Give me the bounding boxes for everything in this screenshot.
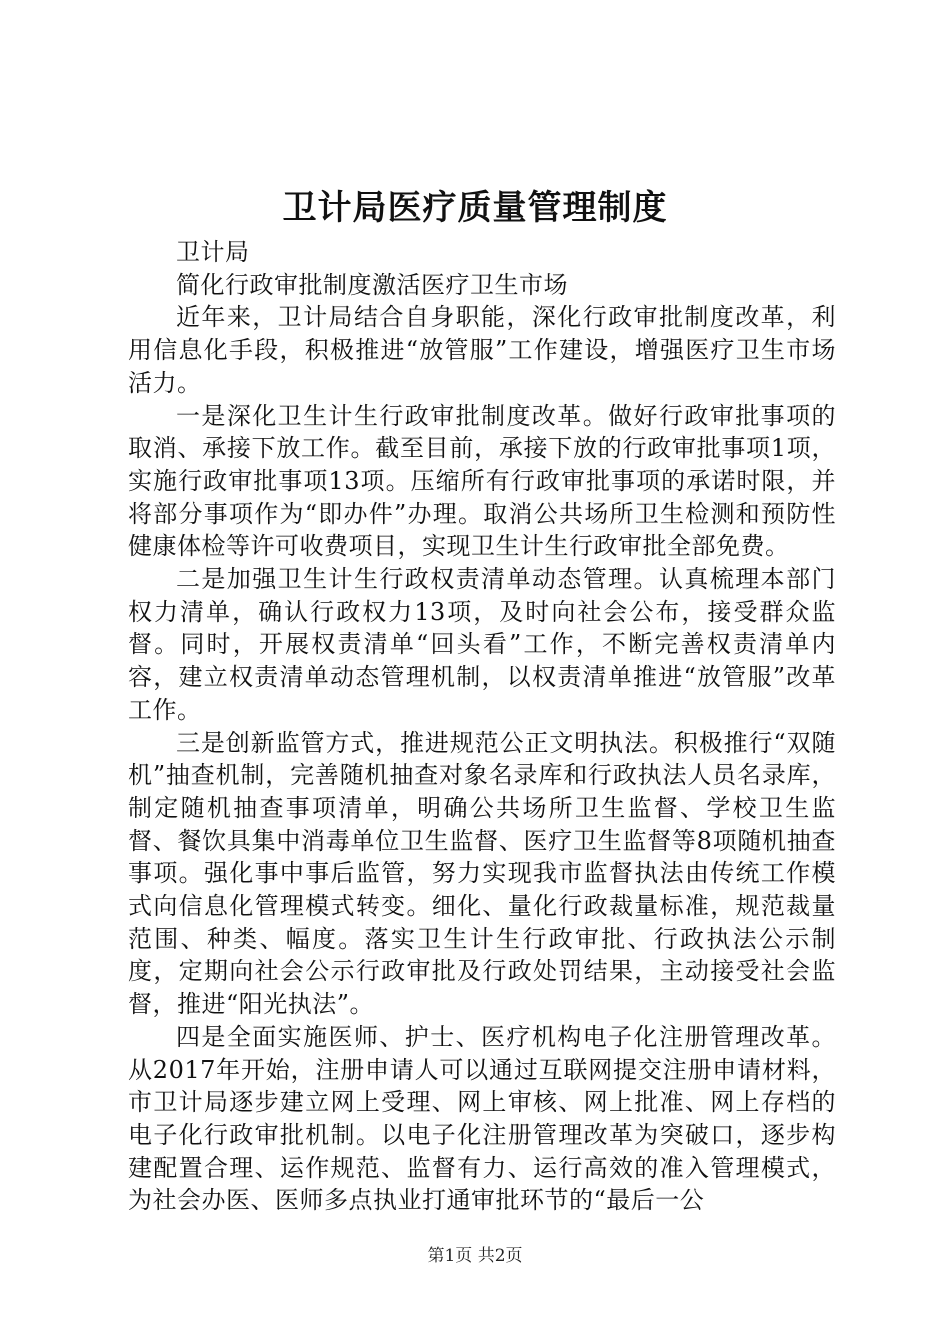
document-title: 卫计局医疗质量管理制度	[282, 188, 668, 228]
paragraph-author: 卫计局	[176, 238, 250, 266]
paragraph-point-three: 三是创新监管方式，推进规范公正文明执法。积极推行“双随机”抽查机制，完善随机抽查对象名录库和行政执法人员名录库，制定随机抽查事项清单，明确公共场所卫生监督、学校卫生监督、餐饮具集中消毒单位卫生监督、医疗卫生监督等8项随机抽查事项。强化事中事后监管，努力实现我市监督执法由传统工作模式向信息化管理模式转变。细化、量化行政裁量标准，规范裁量范围、种类、幅度。落实卫生计生行政审批、行政执法公示制度，定期向社会公示行政审批及行政处罚结果，主动接受社会监督，推进“阳光执法”。	[128, 728, 836, 1019]
document-body	[128, 236, 836, 1217]
paragraph-point-one: 一是深化卫生计生行政审批制度改革。做好行政审批事项的取消、承接下放工作。截至目前，承接下放的行政审批事项1项，实施行政审批事项13项。压缩所有行政审批事项的承诺时限，并将部分事项作为“即办件”办理。取消公共场所卫生检测和预防性健康体检等许可收费项目，实现卫生计生行政审批全部免费。	[128, 401, 836, 561]
paragraph-point-two: 二是加强卫生计生行政权责清单动态管理。认真梳理本部门权力清单，确认行政权力13项，及时向社会公布，接受群众监督。同时，开展权责清单“回头看”工作，不断完善权责清单内容，建立权责清单动态管理机制，以权责清单推进“放管服”改革工作。	[128, 565, 836, 724]
paragraph-point-four: 四是全面实施医师、护士、医疗机构电子化注册管理改革。从2017年开始，注册申请人可以通过互联网提交注册申请材料，市卫计局逐步建立网上受理、网上审核、网上批准、网上存档的电子化行政审批机制。以电子化注册管理改革为突破口，逐步构建配置合理、运作规范、监督有力、运行高效的准入管理模式，为社会办医、医师多点执业打通审批环节的“最后一公	[128, 1022, 836, 1215]
paragraph-subtitle: 简化行政审批制度激活医疗卫生市场	[176, 270, 568, 299]
page-number-footer: 第1页 共2页	[427, 1246, 523, 1266]
paragraph-intro: 近年来，卫计局结合自身职能，深化行政审批制度改革，利用信息化手段，积极推进“放管服”工作建设，增强医疗卫生市场活力。	[128, 303, 836, 397]
